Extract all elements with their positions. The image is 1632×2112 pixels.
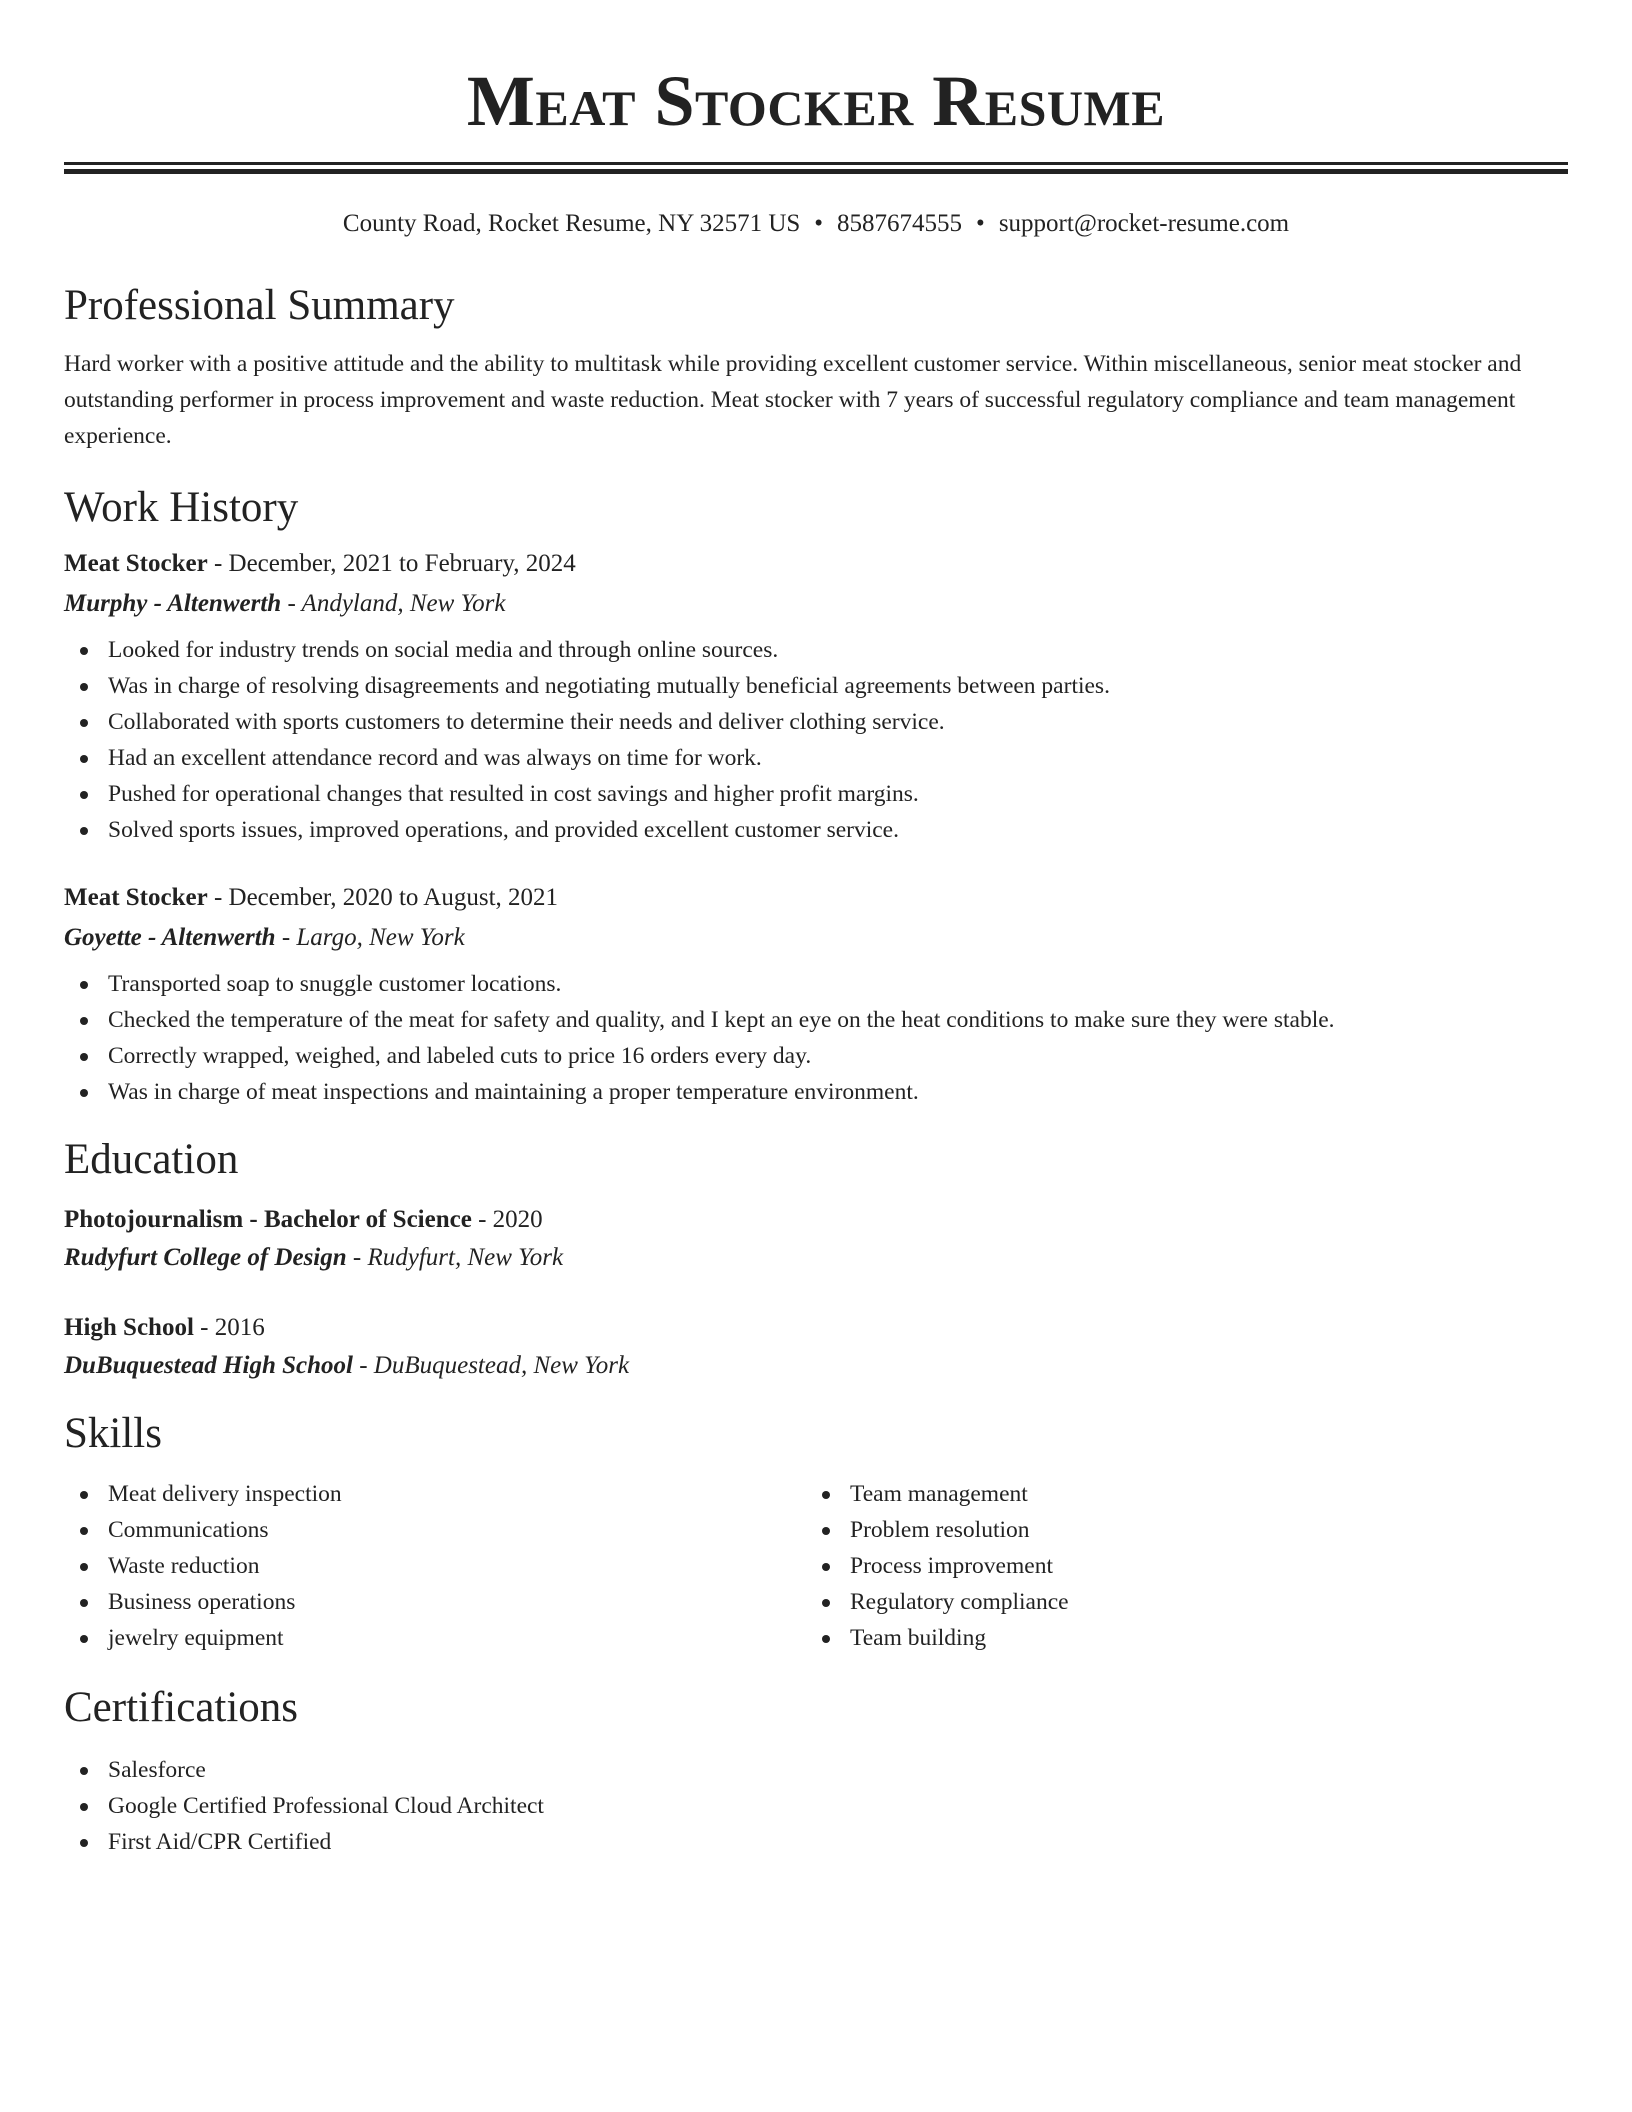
education-degree: Photojournalism - Bachelor of Science [64,1206,472,1233]
list-item: Was in charge of resolving disagreements and negotiating mutually beneficial agreements between parties. [64,668,1568,704]
list-item: Process improvement [806,1548,1548,1584]
education-school: Rudyfurt College of Design [64,1244,347,1271]
list-item: Was in charge of meat inspections and maintaining a proper temperature environment. [64,1074,1568,1110]
job-bullet-list [64,632,1568,848]
skills-heading: Skills [64,1410,162,1457]
title-double-rule [64,162,1568,165]
education-entry [64,1202,1568,1276]
education-heading: Education [64,1136,239,1183]
job-company-line [64,920,1568,956]
list-item: Communications [64,1512,806,1548]
contact-separator: • [976,210,985,237]
list-item: Solved sports issues, improved operations, and provided excellent customer service. [64,812,1568,848]
list-item: Meat delivery inspection [64,1476,806,1512]
education-location: - Rudyfurt, New York [346,1244,564,1271]
list-item: Regulatory compliance [806,1584,1548,1620]
list-item: Correctly wrapped, weighed, and labeled cuts to price 16 orders every day. [64,1038,1568,1074]
job-location: - Andyland, New York [281,590,506,617]
contact-line [64,208,1568,240]
list-item: Team building [806,1620,1548,1656]
certifications-heading: Certifications [64,1684,299,1731]
education-header [64,1310,1568,1346]
job-location: - Largo, New York [275,924,465,951]
job-title: Meat Stocker [64,884,208,911]
education-year: - 2016 [193,1314,265,1341]
list-item: Problem resolution [806,1512,1548,1548]
job-company: Goyette - Altenwerth [64,924,276,951]
skills-list-left [64,1476,806,1656]
summary-heading: Professional Summary [64,282,455,329]
education-school-line [64,1348,1568,1384]
job-header [64,880,1568,916]
job-entry [64,880,1568,1110]
list-item: Looked for industry trends on social media and through online sources. [64,632,1568,668]
job-header [64,546,1568,582]
list-item: Business operations [64,1584,806,1620]
education-school: DuBuquestead High School [64,1352,353,1379]
education-entry [64,1310,1568,1384]
education-year: - 2020 [471,1206,543,1233]
education-degree: High School [64,1314,194,1341]
job-company: Murphy - Altenwerth [64,590,282,617]
contact-address: County Road, Rocket Resume, NY 32571 US [342,210,801,237]
list-item: Had an excellent attendance record and was always on time for work. [64,740,1568,776]
list-item: jewelry equipment [64,1620,806,1656]
job-bullet-list [64,966,1568,1110]
list-item: Google Certified Professional Cloud Architect [64,1788,1568,1824]
list-item: Transported soap to snuggle customer locations. [64,966,1568,1002]
contact-separator: • [814,210,824,237]
work-history-heading: Work History [64,484,299,531]
job-entry [64,546,1568,848]
resume-title: Meat Stocker Resume [466,61,1166,141]
job-company-line [64,586,1568,622]
summary-text: Hard worker with a positive attitude and the ability to multitask while providing excellent customer service. Within miscellaneous, senior meat stocker and outstanding performer in process improvement and waste reduction. Meat stocker with 7 years of successful regulatory compliance and team management experience. [64,351,1522,449]
contact-phone: 8587674555 [837,210,963,237]
job-dates: - December, 2021 to February, 2024 [207,550,576,577]
skills-list-right [806,1476,1548,1656]
list-item: Waste reduction [64,1548,806,1584]
list-item: Pushed for operational changes that resulted in cost savings and higher profit margins. [64,776,1568,812]
contact-email: support@rocket-resume.com [998,210,1290,237]
education-location: - DuBuquestead, New York [352,1352,630,1379]
certifications-list [64,1752,1568,1860]
list-item: First Aid/CPR Certified [64,1824,1568,1860]
education-school-line [64,1240,1568,1276]
job-title: Meat Stocker [64,550,208,577]
skills-columns [64,1476,1568,1656]
education-header [64,1202,1568,1238]
list-item: Checked the temperature of the meat for safety and quality, and I kept an eye on the heat conditions to make sure they were stable. [64,1002,1568,1038]
list-item: Salesforce [64,1752,1568,1788]
list-item: Team management [806,1476,1548,1512]
job-dates: - December, 2020 to August, 2021 [207,884,559,911]
list-item: Collaborated with sports customers to determine their needs and deliver clothing service. [64,704,1568,740]
